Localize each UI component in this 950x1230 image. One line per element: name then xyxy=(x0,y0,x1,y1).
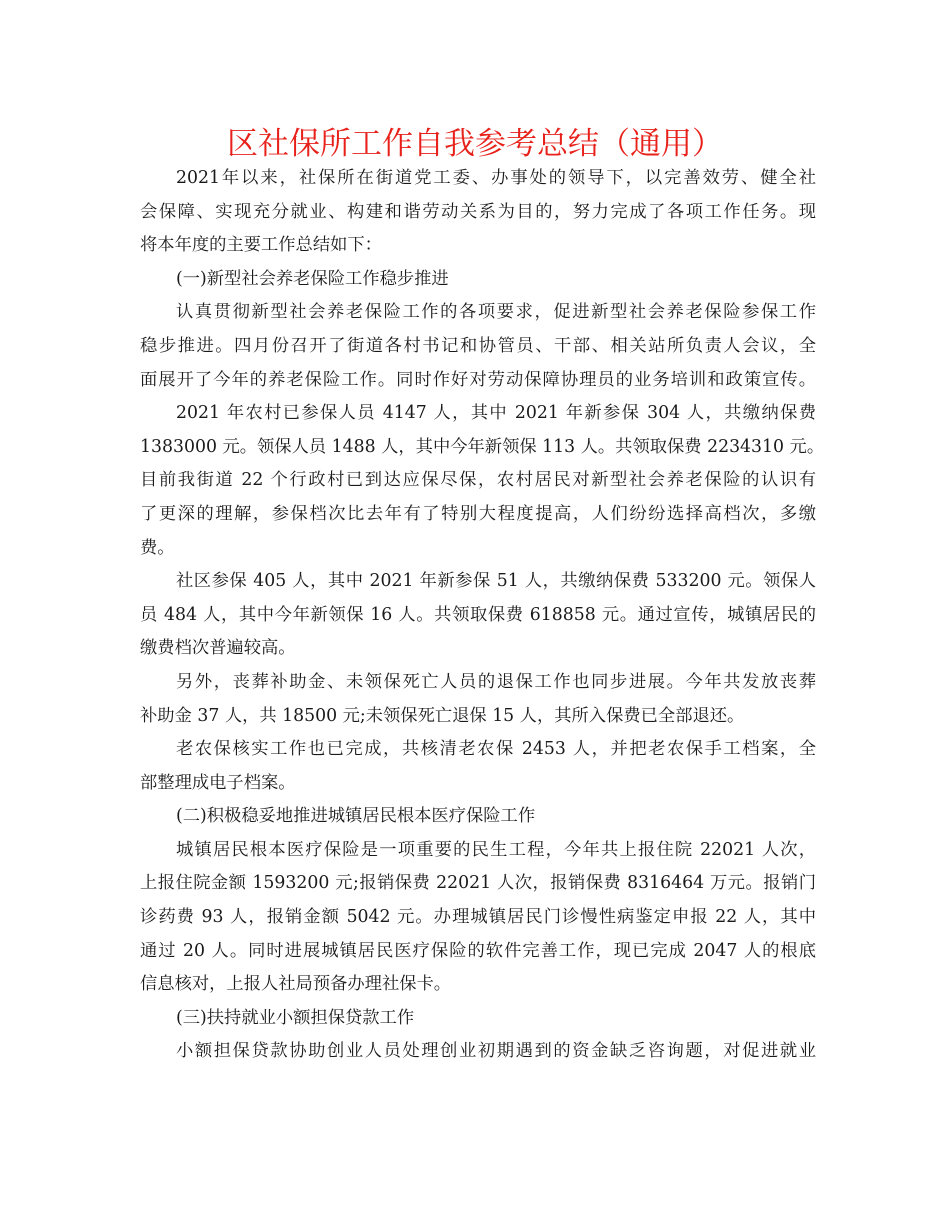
body-text-line: 员 484 人，其中今年新领保 16 人。共领取保费 618858 元。通过宣传，城镇居民的 xyxy=(140,604,816,625)
body-text-line: 了更深的理解，参保档次比去年有了特别大程度提高，人们纷纷选择高档次，多缴 xyxy=(140,503,816,524)
body-text-line: 2021 年农村已参保人员 4147 人，其中 2021 年新参保 304 人，共缴纳保费 xyxy=(176,403,816,424)
body-text-line: 社区参保 405 人，其中 2021 年新参保 51 人，共缴纳保费 533200 元。领保人 xyxy=(176,571,816,592)
body-text-line: 诊药费 93 人，报销金额 5042 元。办理城镇居民门诊慢性病鉴定申报 22 人，其中 xyxy=(140,907,816,928)
body-text-line: 上报住院金额 1593200 元;报销保费 22021 人次，报销保费 8316464 万元。报销门 xyxy=(140,873,816,894)
body-text-line: 城镇居民根本医疗保险是一项重要的民生工程，今年共上报住院 22021 人次， xyxy=(176,839,816,860)
body-text-line: 认真贯彻新型社会养老保险工作的各项要求，促进新型社会养老保险参保工作 xyxy=(176,302,816,323)
body-text-line: 稳步推进。四月份召开了街道各村书记和协管员、干部、相关站所负责人会议，全 xyxy=(140,335,816,356)
body-text-line: 信息核对，上报人社局预备办理社保卡。 xyxy=(140,974,452,995)
body-text-line: 面展开了今年的养老保险工作。同时作好对劳动保障协理员的业务培训和政策宣传。 xyxy=(140,369,816,390)
body-text-line: 费。 xyxy=(140,537,175,558)
body-text-line: 目前我街道 22 个行政村已到达应保尽保，农村居民对新型社会养老保险的认识有 xyxy=(140,470,816,491)
body-text-line: 2021年以来，社保所在街道党工委、办事处的领导下，以完善效劳、健全社 xyxy=(176,168,816,188)
body-text-line: 将本年度的主要工作总结如下： xyxy=(140,235,382,256)
body-text-line: 另外，丧葬补助金、未领保死亡人员的退保工作也同步进展。今年共发放丧葬 xyxy=(176,671,816,692)
body-text-line: 补助金 37 人，共 18500 元;未领保死亡退保 15 人，其所入保费已全部退还。 xyxy=(140,705,745,726)
body-text-line: (一)新型社会养老保险工作稳步推进 xyxy=(176,268,449,289)
body-text-line: 缴费档次普遍较高。 xyxy=(140,638,296,659)
document-body xyxy=(140,162,825,1069)
body-text-line: 老农保核实工作也已完成，共核清老农保 2453 人，并把老农保手工档案，全 xyxy=(176,739,816,760)
body-text-line: (三)扶持就业小额担保贷款工作 xyxy=(176,1007,415,1028)
body-text-line: 1383000 元。领保人员 1488 人，其中今年新领保 113 人。共领取保费 2234310 元。 xyxy=(140,436,825,457)
body-text-line: 会保障、实现充分就业、构建和谐劳动关系为目的，努力完成了各项工作任务。现 xyxy=(140,201,816,222)
body-text-line: 小额担保贷款协助创业人员处理创业初期遇到的资金缺乏咨询题，对促进就业 xyxy=(176,1041,816,1062)
body-text-line: 通过 20 人。同时进展城镇居民医疗保险的软件完善工作，现已完成 2047 人的根底 xyxy=(140,940,816,961)
body-text-line: (二)积极稳妥地推进城镇居民根本医疗保险工作 xyxy=(176,806,536,827)
body-text-line: 部整理成电子档案。 xyxy=(140,772,296,793)
document-title: 区社保所工作自我参考总结（通用） xyxy=(227,126,723,162)
